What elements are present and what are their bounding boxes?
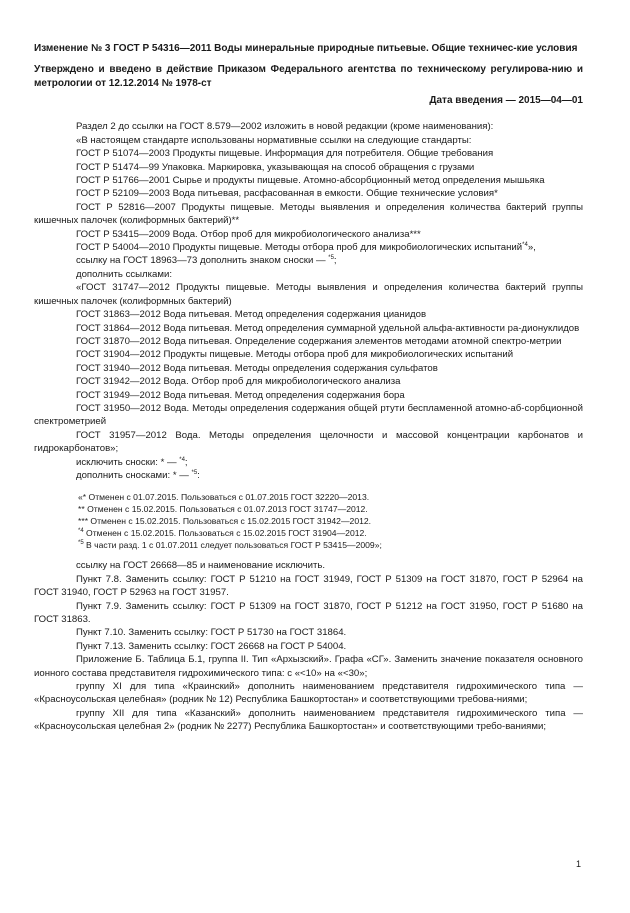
reference-item: ГОСТ 31942—2012 Вода. Отбор проб для микробиологического анализа (76, 376, 401, 388)
footnotes-block (34, 491, 583, 551)
reference-text: ГОСТ Р 54004—2010 Продукты пищевые. Методы отбора проб для микробиологических испытаний (76, 242, 523, 254)
paragraph: Пункт 7.8. Заменить ссылку: ГОСТ Р 51210 на ГОСТ 31949, ГОСТ Р 51309 на ГОСТ 31870, ГОСТ Р 52964 на ГОСТ 31940, ГОСТ Р 52963 на ГОСТ 31957. (34, 573, 583, 599)
introduction-date: Дата введения — 2015—04—01 (429, 95, 583, 106)
footnote (34, 527, 583, 539)
footnote: ** Отменен с 15.02.2015. Пользоваться с 01.07.2013 ГОСТ 31747—2012. (78, 504, 368, 515)
reference-item: ГОСТ Р 52816—2007 Продукты пищевые. Методы выявления и определения количества бактерий группы кишечных палочек (колиформных бактерий)** (34, 201, 583, 227)
paragraph-text-end: ; (184, 456, 188, 468)
paragraph-text: исключить сноски: * — (76, 456, 180, 468)
document-title: Изменение № 3 ГОСТ Р 54316—2011 Воды минеральные природные питьевые. Общие техничес-кие условия (34, 43, 578, 54)
reference-item (34, 241, 583, 254)
reference-item: ГОСТ 31957—2012 Вода. Методы определения щелочности и массовой концентрации карбонатов и гидрокарбонатов»; (34, 429, 583, 455)
footnote-mark: *5 (191, 469, 198, 476)
paragraph-text: дополнить сносками: * — (76, 469, 192, 481)
footnote (34, 539, 583, 551)
footnote-mark: *5 (78, 540, 84, 547)
paragraph: Приложение Б. Таблица Б.1, группа II. Тип «Архызский». Графа «СГ». Заменить значение показателя основного ионного состава представителя гидрохимического типа: с «<10» на «<30»; (34, 654, 583, 679)
paragraph: группу XI для типа «Краинский» дополнить наименованием представителя гидрохимического типа — «Красноусольская целебная» (родник № 12) Республика Башкортостан» и соответствующими требова-ниями; (34, 681, 583, 706)
reference-item: ГОСТ 31870—2012 Вода питьевая. Определение содержания элементов методами атомной спектро-метрии (76, 335, 562, 347)
footnote-text: В части разд. 1 с 01.07.2011 следует пользоваться ГОСТ Р 53415—2009»; (83, 540, 382, 551)
footnote-mark: *4 (78, 528, 84, 535)
reference-item: ГОСТ Р 51766—2001 Сырье и продукты пищевые. Атомно-абсорбционный метод определения мышьяка (76, 175, 545, 187)
reference-item: ГОСТ 31904—2012 Продукты пищевые. Методы отбора проб для микробиологических испытаний (76, 349, 514, 361)
paragraph (34, 469, 583, 482)
paragraph: Пункт 7.9. Заменить ссылку: ГОСТ Р 51309 на ГОСТ 31870, ГОСТ Р 51212 на ГОСТ 31950, ГОСТ Р 51680 на ГОСТ 31863. (34, 600, 583, 625)
paragraph: Пункт 7.13. Заменить ссылку: ГОСТ 26668 на ГОСТ Р 54004. (76, 640, 347, 652)
reference-item: ГОСТ Р 53415—2009 Вода. Отбор проб для микробиологического анализа*** (76, 228, 421, 240)
reference-item: ГОСТ 31940—2012 Вода питьевая. Методы определения содержания сульфатов (76, 362, 438, 374)
reference-text-end: », (527, 242, 536, 254)
footnote: *** Отменен с 15.02.2015. Пользоваться с 15.02.2015 ГОСТ 31942—2012. (78, 516, 372, 527)
paragraph-text-end: ; (333, 255, 337, 267)
reference-item: «ГОСТ 31747—2012 Продукты пищевые. Методы выявления и определения количества бактерий группы кишечных палочек (колиформных бактерий) (34, 282, 583, 307)
reference-item: ГОСТ Р 52109—2003 Вода питьевая, расфасованная в емкости. Общие технические условия* (76, 188, 498, 200)
paragraph: группу XII для типа «Казанский» дополнить наименованием представителя гидрохимического типа — «Красноусольская целебная 2» (родник № 2277) Республика Башкортостан» и соответствующими требо-ваниями; (34, 707, 583, 733)
paragraph-text-end: : (197, 469, 200, 481)
footnote-mark: *5 (328, 255, 334, 262)
reference-item: ГОСТ 31950—2012 Вода. Методы определения содержания общей ртути беспламенной атомно-аб-сорбционной спектрометрией (34, 402, 583, 428)
paragraph: Пункт 7.10. Заменить ссылку: ГОСТ Р 51730 на ГОСТ 31864. (76, 627, 347, 639)
paragraph: ссылку на ГОСТ 26668—85 и наименование исключить. (76, 560, 326, 572)
footnote: «* Отменен с 01.07.2015. Пользоваться с 01.07.2015 ГОСТ 32220—2013. (78, 492, 370, 503)
paragraph-text: ссылку на ГОСТ 18963—73 дополнить знаком сноски — (76, 255, 329, 267)
reference-item: ГОСТ 31949—2012 Вода питьевая. Метод определения содержания бора (76, 389, 405, 401)
reference-item: ГОСТ 31863—2012 Вода питьевая. Метод определения содержания цианидов (76, 309, 427, 321)
approval-statement: Утверждено и введено в действие Приказом Федерального агентства по техническому регулирова-нию и метрологии от 12.12.2014 № 1978-ст (34, 64, 583, 89)
paragraph: «В настоящем стандарте использованы нормативные ссылки на следующие стандарты: (76, 134, 472, 146)
paragraph (34, 254, 583, 267)
reference-item: ГОСТ Р 51474—99 Упаковка. Маркировка, указывающая на способ обращения с грузами (76, 161, 475, 173)
reference-item: ГОСТ 31864—2012 Вода питьевая. Метод определения суммарной удельной альфа-активности ра-дионуклидов (76, 322, 580, 334)
reference-item: ГОСТ Р 51074—2003 Продукты пищевые. Информация для потребителя. Общие требования (76, 148, 494, 160)
footnote-text: Отменен с 15.02.2015. Пользоваться с 15.02.2015 ГОСТ 31904—2012. (83, 528, 367, 539)
paragraph (34, 456, 583, 469)
paragraph: дополнить ссылками: (76, 268, 173, 280)
footnote-mark: *4 (179, 456, 185, 463)
page-number: 1 (575, 859, 581, 869)
footnote-mark: *4 (522, 241, 528, 248)
paragraph: Раздел 2 до ссылки на ГОСТ 8.579—2002 изложить в новой редакции (кроме наименования): (76, 121, 494, 133)
